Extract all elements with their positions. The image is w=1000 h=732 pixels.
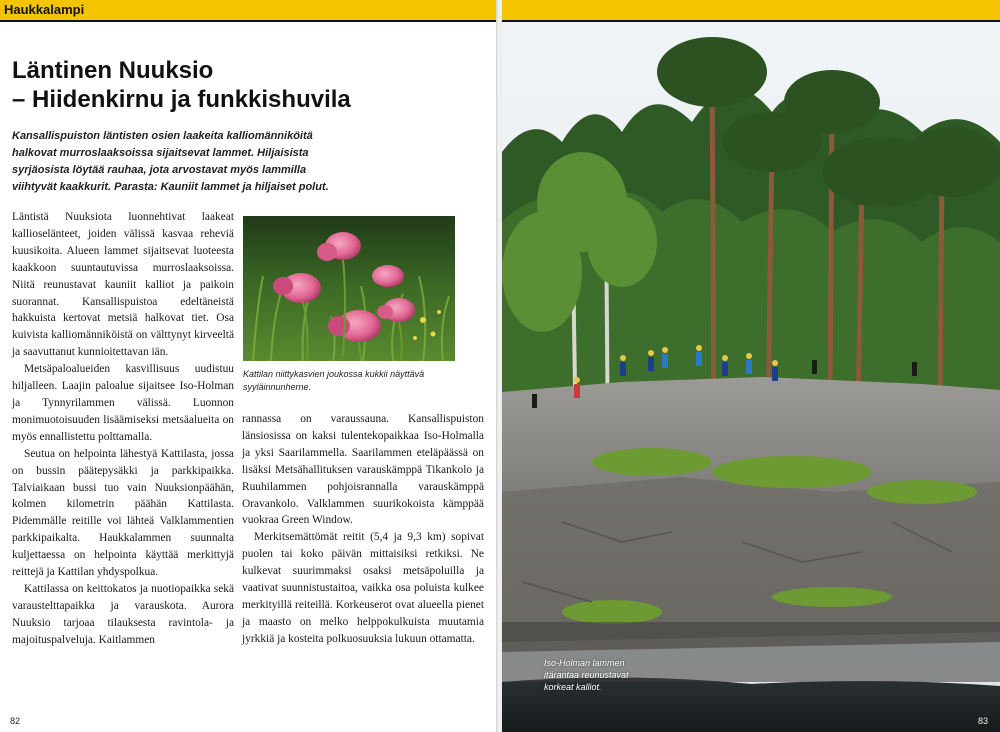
cliff-hikers-photo (502, 22, 1000, 732)
section-header-bar (0, 0, 496, 22)
body-paragraph: Läntistä Nuuksiota luonnehtivat laakeat kallioselänteet, joiden välissä kasvaa reheviä kuusikoita. Alueen lammet sijaitsevat luoteesta kaakkoon suuntautuvissa murroslaaksoissa. Niitä reunustavat kauniit kalliot ja paikoin suorannat. Kansallispuistoa edeltäneistä hakkuista kertovat metsiä halkovat tiet. Osa kuivista kalliomänniköistä on välttynyt kirveeltä ja saavuttanut kunnioitettavan iän. (12, 211, 234, 359)
section-title: Haukkalampi (4, 2, 85, 17)
right-page (502, 0, 1000, 732)
body-paragraph: rannassa on varaussauna. Kansallispuiston länsiosissa on kaksi tulentekopaikkaa Iso-Holmalla ja yksi Saarilammella. Saarilammen eteläpäässä on lisäksi Metsähallituksen varauskämppä Tikankolo ja Ruuhilammen pohjoisrannalla varauskämppä Oravankolo. Valklammen suurikokoista kämppää vuokraa Green Window. (242, 413, 484, 527)
body-paragraph: Seutua on helpointa lähestyä Kattilasta, jossa on bussin päätepysäkki ja parkkipaikka. Talviaikaan bussi tuo vain Nuuksionpäähän, kolmen kilometrin päähän Kattilasta. Pidemmälle reitille voi lähteä Valklammentien parkkipaikalta. Haukkalammen suunnalta kuljettaessa on helpointa käyttää merkittyjä reittejä ja Kattilan yhdyspolkua. (12, 447, 234, 579)
body-column-1 (12, 209, 234, 649)
article-title-line-1: Läntinen Nuuksio (12, 57, 214, 84)
article-title-line-2: – Hiidenkirnu ja funkkishuvila (12, 86, 351, 113)
body-paragraph: Metsäpaloalueiden kasvillisuus uudistuu hiljalleen. Laajin paloalue sijaitsee Iso-Holman ja Tynnyrilammen välissä. Luonnon monimuotoisuuden lisäämiseksi metsäalueita on myös ennallistettu polttamalla. (12, 363, 234, 443)
lead-paragraph: Kansallispuiston läntisten osien laakeita kalliomänniköitä halkovat murroslaaksoissa sijaitsevat lammet. Hiljaisista syrjäosista löytää rauhaa, jota arvostavat myös lammilla viihtyvät kaakkurit. Parasta: Kauniit lammet ja hiljaiset polut. (12, 130, 329, 193)
left-page (0, 0, 496, 732)
body-column-2 (242, 411, 484, 648)
right-header-bar (502, 0, 1000, 22)
cliff-photo-caption: Iso-Holman lammen itärantaa reunustavat korkeat kalliot. (544, 658, 629, 692)
page-number-left: 82 (10, 716, 21, 726)
flower-photo (243, 216, 455, 361)
page-number-right: 83 (977, 716, 988, 726)
body-paragraph: Kattilassa on keittokatos ja nuotiopaikka sekä varaustelttapaikka ja varauskota. Aurora Nuuksio tarjoaa tilauksesta ravintola- ja majoituspalveluja. Kaitlammen (12, 582, 234, 646)
flower-photo-caption: Kattilan niittykasvien joukossa kukkii näyttävä syyläinnunherne. (243, 369, 425, 392)
body-paragraph: Merkitsemättömät reitit (5,4 ja 9,3 km) sopivat puolen tai koko päivän mittaisiksi retkiksi. Ne kulkevat suurimmaksi osaksi metsäpoluilla ja vaativat suunnistustaitoa, vaikka osa poluista kulkee merkityillä reiteillä. Korkeuserot ovat alueella pienet ja maasto on melko helppokulkuista muutamia jyrkkiä ja kosteita polkuosuuksia lukuun ottamatta. (242, 531, 484, 645)
article-title (12, 56, 482, 114)
